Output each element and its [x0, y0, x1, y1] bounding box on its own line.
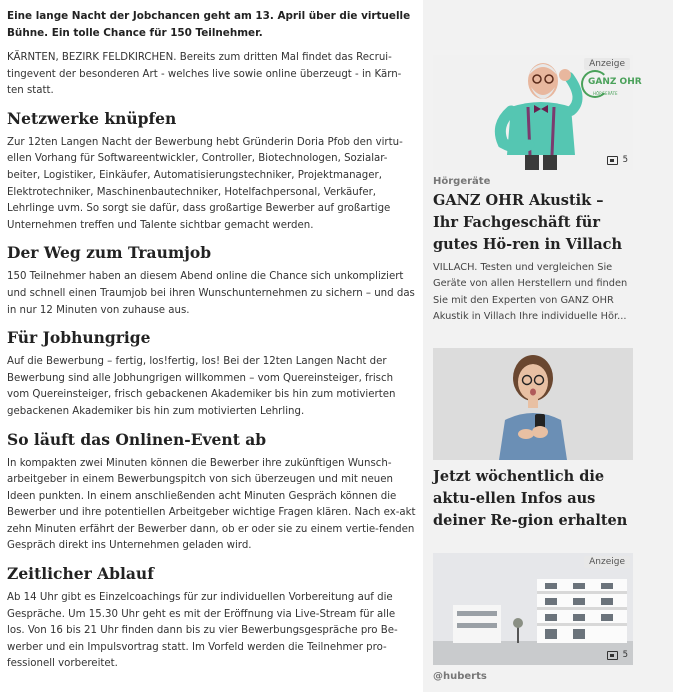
card-title[interactable]: Jetzt wöchentlich die aktu-ellen Infos aus deiner Re-gion erhalten: [433, 468, 628, 529]
ad-card-ganz-ohr[interactable]: [433, 55, 642, 325]
ad-image-apartments[interactable]: [433, 553, 633, 665]
card-source[interactable]: @huberts: [433, 671, 487, 682]
card-title[interactable]: GANZ OHR Akustik – Ihr Fachgeschäft für gutes Hö-ren in Villach: [433, 192, 623, 253]
article-lead: Eine lange Nacht der Jobchancen geht am 13. April über die virtuelle Bühne. Ein tolle Chance für 150 Teilnehmer.: [7, 10, 411, 39]
ad-card-huberts[interactable]: [433, 553, 633, 682]
section-heading: Für Jobhungrige: [7, 328, 151, 348]
gallery-icon: [607, 156, 618, 165]
woman-photo-illustration: [433, 348, 633, 460]
ad-badge: Anzeige: [584, 556, 630, 568]
section-heading: Zeitlicher Ablauf: [7, 564, 154, 584]
buildings-illustration: [433, 553, 633, 665]
section-text: Ab 14 Uhr gibt es Einzelcoachings für zur individuellen Vorbereitung auf die Gespräche. Um 15.30 Uhr geht es mit der Eröffnung via Live-Stream für alle los. Von 16 bis 21 Uhr finden dann bis zu vier Bewerbungsgespräche pro Be-werber und ein Impulsvortrag statt. Im Vorfeld werden die Teilnehmer pro-fessionell vorbereitet.: [7, 592, 398, 670]
logo-text: GANZ OHR: [588, 77, 642, 87]
sidebar: [423, 0, 673, 692]
section-text: 150 Teilnehmer haben an diesem Abend online die Chance sich unkompliziert und schnell einen Traumjob bei ihren Wunschunternehmen zu sichern – und das in nur 12 Minuten von zuhause aus.: [7, 271, 415, 316]
card-teaser: VILLACH. Testen und vergleichen Sie Geräte von allen Herstellern und finden Sie mit den Experten von GANZ OHR Akustik in Villach Ihre individuelle Hör...: [433, 262, 628, 322]
section-text: In kompakten zwei Minuten können die Bewerber ihre zukünftigen Wunsch-arbeitgeber in einem Bewerbungspitch von sich überzeugen und mit neuen Ideen punkten. In einem anschließenden acht Minuten Gespräch können die Bewerber und ihre potentiellen Arbeitgeber wichtige Fragen klären. Nach ex-akt zehn Minuten erfährt der Bewerber dann, ob er oder sie zu einem vertie-fenden Gespräch direkt ins Unternehmen geladen wird.: [7, 457, 416, 552]
section-heading: Der Weg zum Traumjob: [7, 243, 212, 263]
logo-subtext: HÖRGERÄTE: [593, 91, 618, 96]
ganz-ohr-logo: [581, 70, 642, 100]
section-heading: Netzwerke knüpfen: [7, 108, 177, 128]
ad-badge: Anzeige: [584, 58, 630, 70]
promo-image-woman-phone[interactable]: [433, 348, 633, 460]
card-category: Hörgeräte: [433, 176, 491, 187]
section-text: Zur 12ten Langen Nacht der Bewerbung hebt Gründerin Doria Pfob den virtu-ellen Vorhang für Softwareentwickler, Controller, Biotechnologen, Sozialar-beiter, Logistiker, Einkäufer, Automatisierungstechniker, Projektmanager, Elektrotechniker, Maschinenbautechniker, Hotelfachpersonal, Verkäufer, Lehrlinge uvm. So sorgt sie dafür, dass großartige Bewerber auf großartige Unternehmen treffen und Talente sichtbar gemacht werden.: [7, 136, 403, 231]
ad-image-hearing-man[interactable]: [433, 55, 642, 170]
section-text: Auf die Bewerbung – fertig, los!fertig, los! Bei der 12ten Langen Nacht der Bewerbung sind alle Jobhungrigen willkommen – vom Quereinsteiger, frisch vom Quereinsteiger, frisch gebackenen Akademiker bis hin zum motivierten gebackenen Akademiker bis hin zum motivierten Lehrling.: [7, 356, 396, 417]
newsletter-promo-card[interactable]: [433, 348, 633, 532]
image-count: 5: [607, 650, 628, 660]
article-intro: KÄRNTEN, BEZIRK FELDKIRCHEN. Bereits zum dritten Mal findet das Recrui-tingevent der besonderen Art - welches live sowie online überzeugt - in Kärn-ten statt.: [7, 52, 402, 97]
gallery-icon: [607, 651, 618, 660]
image-count: 5: [607, 155, 628, 165]
section-heading: So läuft das Onlinen-Event ab: [7, 429, 267, 449]
